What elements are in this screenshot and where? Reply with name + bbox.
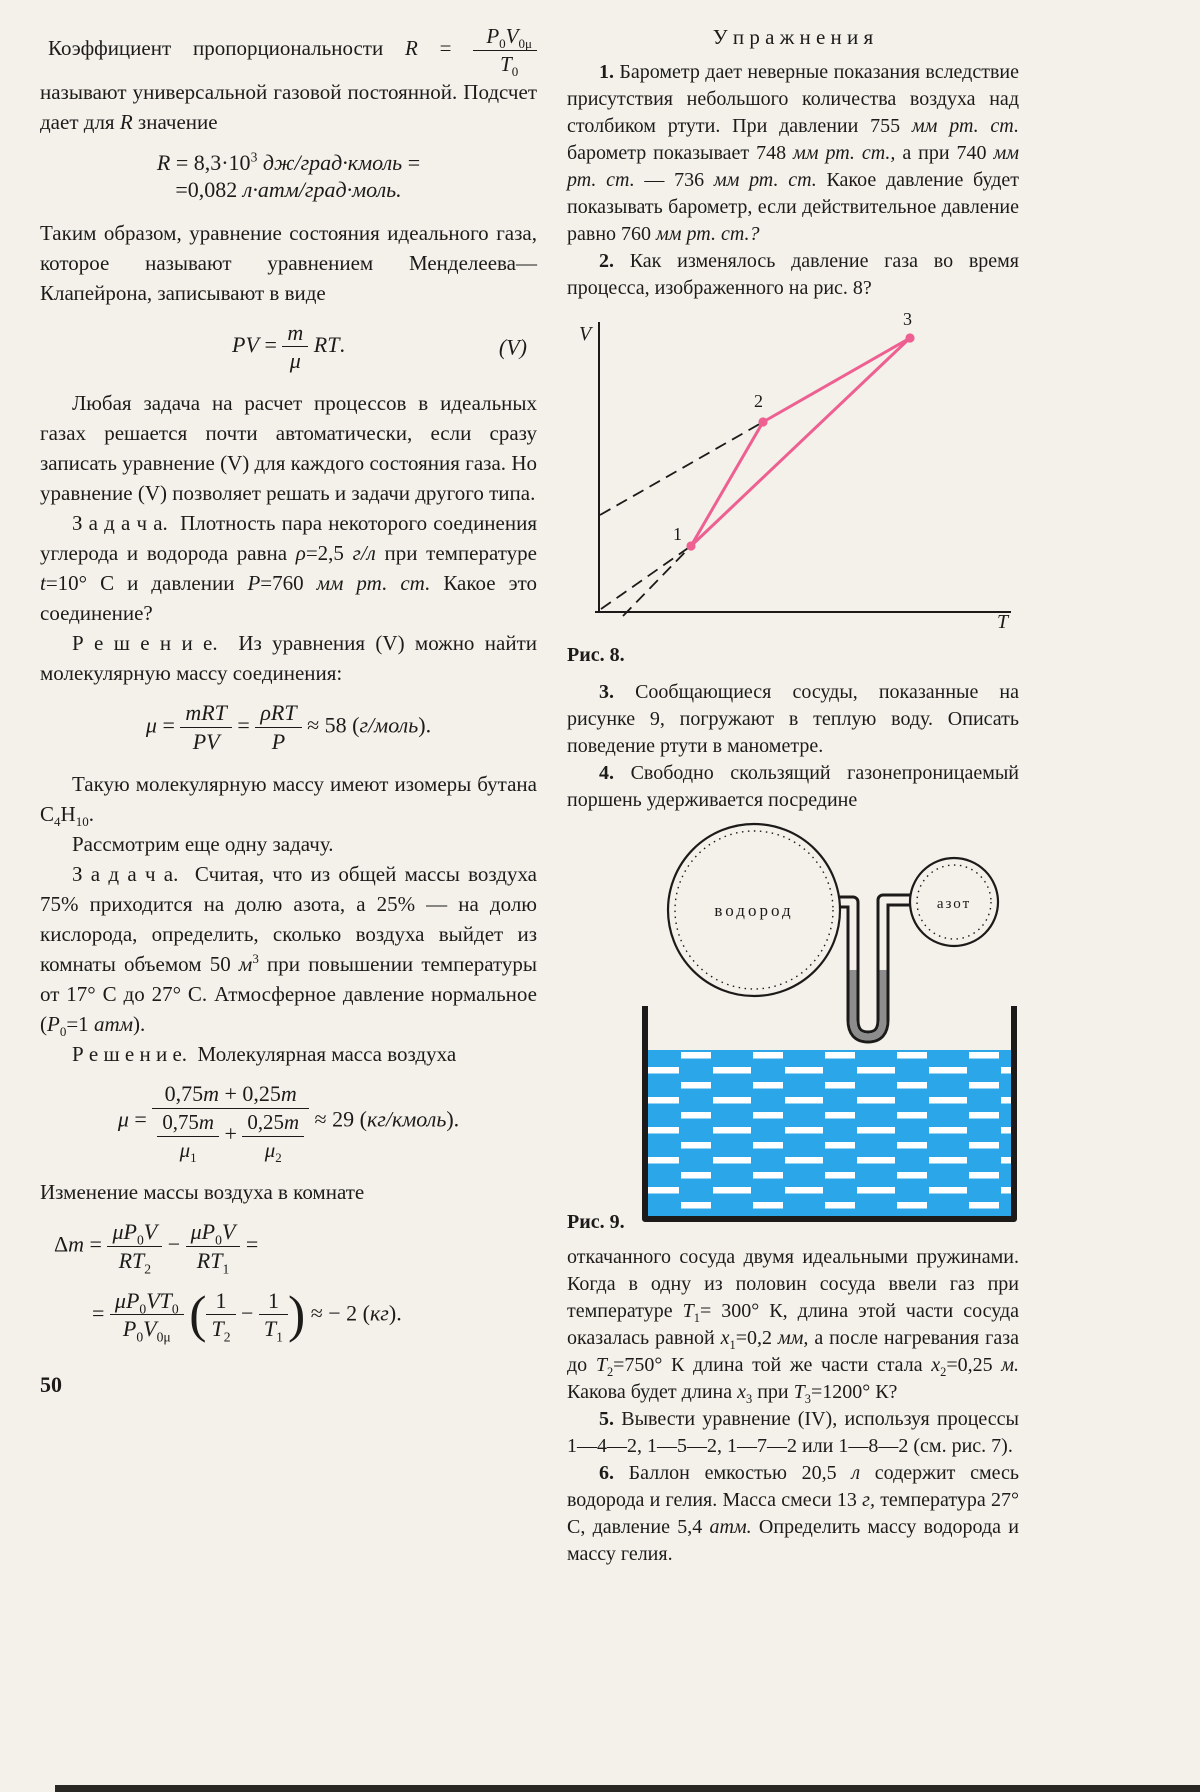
paragraph-any-problem: Любая задача на расчет процессов в идеальных газах решается почти автоматически, если сразу записать уравнение (V) для каждого состояния газа. Но уравнение (V) позволяет решать и задачи другого типа. — [40, 391, 537, 506]
paragraph-state-equation: Таким образом, уравнение состояния идеального газа, которое называют уравнением Менделеева—Клапейрона, записывают в виде — [40, 220, 537, 305]
point-3-label: 3 — [903, 310, 912, 329]
manometer-illustration — [567, 822, 1019, 1234]
u-tube — [833, 900, 912, 1037]
paragraph-solution-1: Р е ш е н и е. Из уравнения (V) можно найти молекулярную массу соединения: — [40, 631, 537, 686]
exercise-3: 3. Сообщающиеся сосуды, показанные на рисунке 9, погружают в теплую воду. Описать поведение ртути в манометре. — [567, 681, 1019, 757]
exercise-4-part1: 4. Свободно скользящий газонепроницаемый поршень удерживается посредине — [567, 762, 1019, 811]
equation-number: (V) — [498, 334, 527, 360]
exercise-2: 2. Как изменялось давление газа во время процесса, изображенного на рис. 8? — [567, 250, 1019, 299]
scan-edge-artifact — [55, 1785, 1200, 1792]
paragraph-task-1: З а д а ч а. Плотность пара некоторого соединения углерода и водорода равна ρ=2,5 г/л при температуре t=10° C и давлении P=760 мм рт. ст. Какое это соединение? — [40, 511, 537, 626]
chart-axes — [595, 322, 1011, 612]
exercise-6: 6. Баллон емкостью 20,5 л содержит смесь водорода и гелия. Масса смеси 13 г, температура 27° C, давление 5,4 атм. Определить массу водорода и массу гелия. — [567, 1462, 1019, 1565]
isobar-dashed-lines — [600, 422, 763, 616]
figure-9 — [567, 822, 1019, 1242]
exercise-4-part2: откачанного сосуда двумя идеальными пружинами. Когда в одну из половин сосуда ввели газ при температуре $T_1= 300^\circ$ К, длина этой части сосуда оказалась равной $x_1=0,2$ мм, а после нагревания газа до $T_2=750^\circ$ К длина той же части стала $x_2=0,25$ м. Какова будет длина $x_3$ при $T_3=1200^\circ$ К? — [567, 1246, 1020, 1406]
figure-8 — [567, 310, 1019, 638]
page-number: 50 — [40, 1372, 62, 1398]
paragraph-butane: Такую молекулярную массу имеют изомеры бутана $C_4H_{10}$. — [40, 772, 537, 830]
figure-9-caption: Рис. 9. — [567, 1211, 625, 1233]
paragraph-mass-change: Изменение массы воздуха в комнате — [40, 1179, 365, 1204]
process-lines — [686, 333, 914, 550]
formula-mendeleev-clapeyron — [40, 320, 537, 375]
right-column — [567, 24, 1019, 1568]
water-dashes — [648, 1050, 1011, 1216]
formula-molar-mass: μ = $\frac{\text{mRT}}{PV}$ = $\frac{\text{ρRT}}{P}$ ≈ 58 (г/моль). — [145, 700, 432, 755]
paragraph-gas-constant: Коэффициент пропорциональности R = $\frac{P_0V_{0\mu}}{T_0}$ называют универсальной газовой постоянной. Подсчет дает для R значение — [40, 24, 537, 134]
formula-delta-m-line1: Δm = $\frac{\mu P_0V}{RT_2}$ − $\frac{\mu P_0V}{RT_1}$ = — [54, 1218, 259, 1276]
nitrogen-label: азот — [936, 896, 972, 912]
paragraph-solution-2: Р е ш е н и е. Молекулярная масса воздуха — [72, 1042, 457, 1067]
point-1-label: 1 — [673, 524, 682, 544]
exercise-1: 1. Барометр дает неверные показания вследствие присутствия небольшого количества воздуха над столбиком ртути. При давлении 755 мм рт. ст. барометр показывает 748 мм рт. ст., а при 740 мм рт. ст. — 736 мм рт. ст. Какое давление будет показывать барометр, если действительное давление равно 760 мм рт. ст.? — [567, 61, 1019, 245]
formula-air-molar-mass: μ = 0,75m + 0,25m $\frac{0,75m}{\mu_1}$ + $\frac{0,25m}{\mu_2}$ ≈ 29 (кг/кмоль). — [117, 1081, 460, 1166]
formula-r-value: $R = 8,3\cdot 10^3$ дж/град·кмоль = =0,082 л·атм/град·моль. — [156, 149, 421, 203]
figure-8-caption: Рис. 8. — [567, 644, 625, 666]
exercises-heading: У п р а ж н е н и я — [712, 25, 874, 49]
left-column — [40, 24, 537, 1568]
exercise-5: 5. Вывести уравнение (IV), используя процессы 1—4—2, 1—5—2, 1—7—2 или 1—8—2 (см. рис. 7). — [567, 1408, 1019, 1457]
vt-diagram — [567, 310, 1019, 630]
formula-delta-m-line2: = $\frac{\mu P_0VT_0}{P_0V_{0\mu}}$ ( $\frac{1}{T_2}$ − $\frac{1}{T_1}$ ) ≈ − 2 (кг). — [92, 1285, 402, 1345]
paragraph-next-task: Рассмотрим еще одну задачу. — [72, 832, 334, 857]
point-2-label: 2 — [754, 391, 763, 411]
y-axis-label: V — [579, 323, 592, 345]
hydrogen-label: водород — [714, 901, 794, 920]
paragraph-task-2: З а д а ч а. Считая, что из общей массы воздуха 75% приходится на долю азота, а 25% — на долю кислорода, определить, сколько воздуха выйдет из комнаты объемом 50 $м^3$ при повышении температуры от 17° C до 27° C. Атмосферное давление нормальное ($P_0=1$ атм). — [40, 862, 537, 1040]
formula-body: PV = $\frac{m}{\mu}$ RT. — [232, 319, 345, 374]
x-axis-label: T — [997, 611, 1009, 630]
